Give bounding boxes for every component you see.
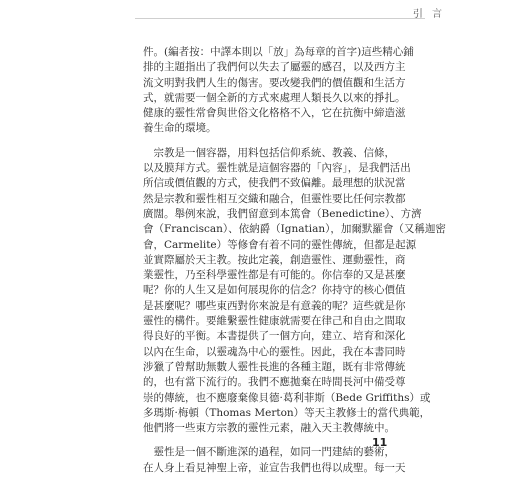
text-line: 靈性是一個不斷進深的過程，如同一門建結的藝術， <box>143 446 395 459</box>
header-rule <box>135 18 425 19</box>
text-line: 以及膜拜方式。靈性就是這個容器的「內容」，是我們活出 <box>143 162 411 175</box>
body-text <box>143 45 446 476</box>
running-head: 引 言 <box>412 9 445 20</box>
text-line: 件。(編者按：中譯本則以「放」為每章的首字)這些精心鋪 <box>143 46 414 58</box>
text-line: 靈性的構件。要維繫靈性健康就需要在律己和自由之間取 <box>143 315 406 328</box>
paragraph-gap <box>143 436 383 445</box>
text-line: 呢？你的人生又是如何展現你的信念？你持守的核心價值 <box>143 284 406 297</box>
text-line: 會，Carmelite）等修會有着不同的靈性傳統，但都是起源 <box>143 238 417 251</box>
text-line: 多瑪斯·梅頓（Thomas Merton）等天主教修士的當代典範， <box>143 406 431 419</box>
text-line: 涉獵了曾幫助無數人靈性長進的各種主題，既有非常傳統 <box>143 360 406 373</box>
text-line: 廣闊。舉例來說，我們留意到本篤會（Benedictine）、方濟 <box>143 207 422 220</box>
text-line: 宗教是一個容器，用料包括信仰系統、教義、信條， <box>143 146 395 159</box>
paragraph-gap <box>143 137 383 146</box>
text-line: 在人身上看見神聖上帝，並宣告我們也得以成聖。每一天 <box>143 461 406 474</box>
text-line: 排的主題指出了我們何以失去了屬靈的感召，以及西方主 <box>143 61 406 74</box>
text-line: 流文明對我們人生的傷害。要改變我們的價值觀和生活方 <box>143 76 406 89</box>
text-line: 養生命的環境。 <box>143 122 217 135</box>
paragraph-2 <box>143 146 446 437</box>
paragraph-1 <box>143 45 414 137</box>
text-line: 他們將一些東方宗教的靈性元素，融入天主教傳統中。 <box>143 422 395 435</box>
text-line: 會（Franciscan）、依納爵（Ignatian），加爾默羅會（又稱迦密 <box>143 223 446 236</box>
text-line: 的，也有當下流行的。我們不應拋棄在時間長河中備受尊 <box>143 376 406 389</box>
text-line: 然是宗教和靈性相互交織和融合，但靈性要比任何宗教都 <box>143 192 406 205</box>
text-line: 式，就需要一個全新的方式來處理人類長久以來的掙扎。 <box>143 91 406 104</box>
text-line: 以內在生命，以靈魂為中心的靈性。因此，我在本書同時 <box>143 345 406 358</box>
text-line: 崇的傳統，也不應廢棄像貝德·葛利菲斯（Bede Griffiths）或 <box>143 391 431 404</box>
text-line: 得良好的平衡。本書提供了一個方向，建立、培育和深化 <box>143 330 406 343</box>
paragraph-3 <box>143 445 406 476</box>
page-number: 11 <box>372 436 388 449</box>
text-line: 所信或價值觀的方式，使我們不致偏離。最理想的狀況當 <box>143 177 406 190</box>
text-line: 並實際屬於天主教。按此定義，創造靈性、運動靈性，商 <box>143 253 406 266</box>
text-line: 業靈性，乃至科學靈性都是有可能的。你信奉的又是甚麼 <box>143 269 406 282</box>
text-line: 健康的靈性常會與世俗文化格格不入，它在抗衡中締造滋 <box>143 107 406 120</box>
text-line: 是甚麼呢？哪些東西對你來說是有意義的呢？這些就是你 <box>143 299 406 312</box>
